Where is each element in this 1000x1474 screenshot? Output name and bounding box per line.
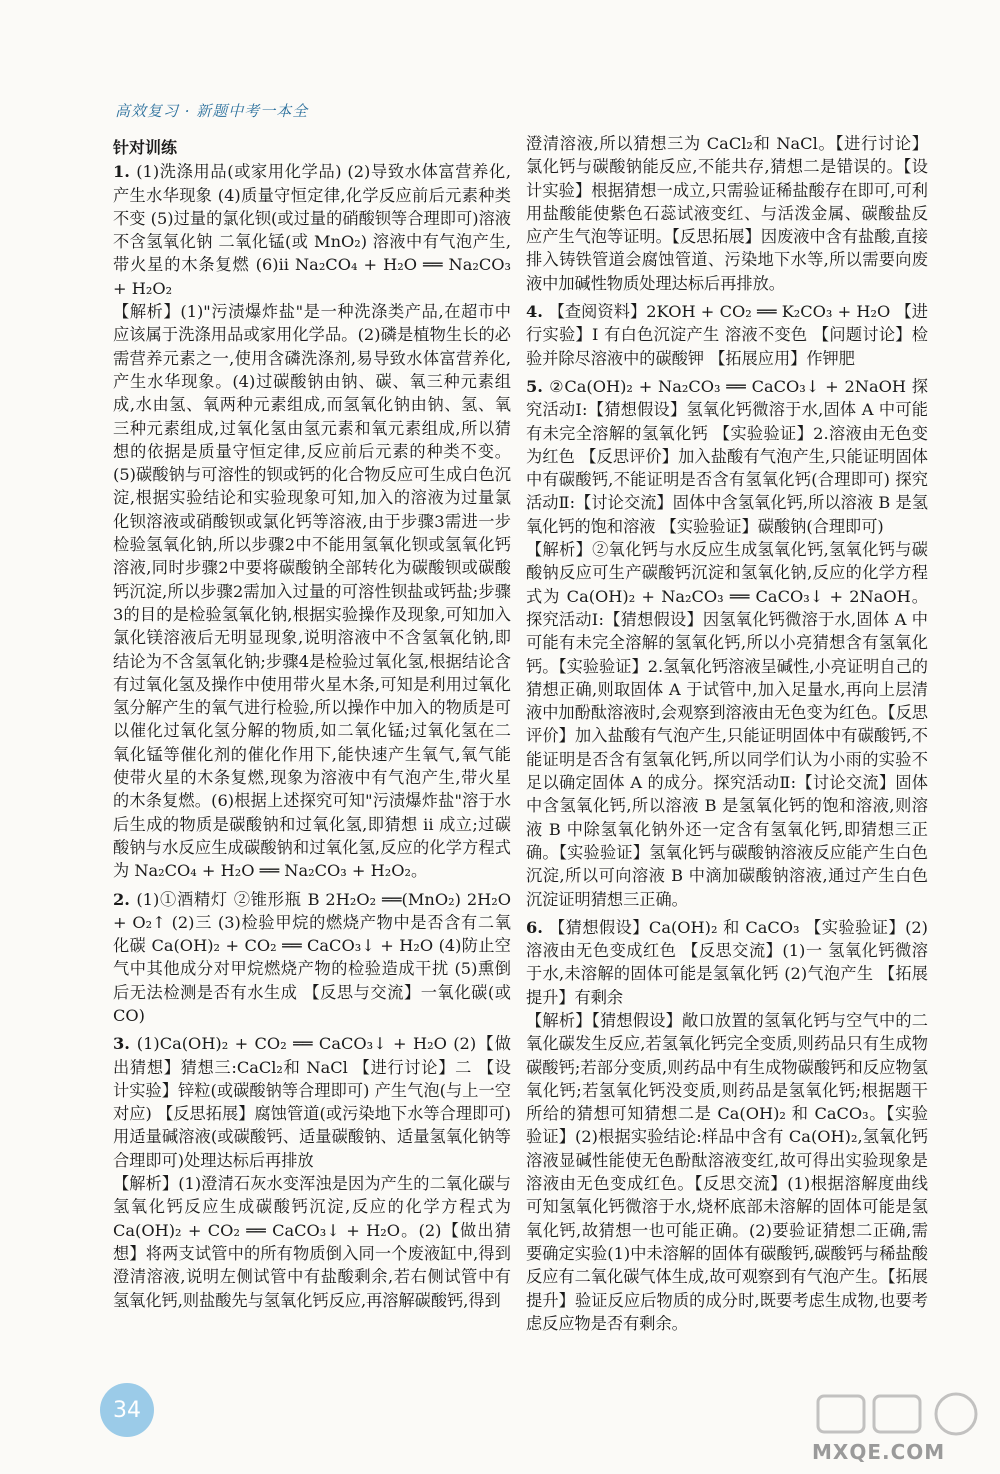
page-number-badge: 34 (100, 1383, 154, 1437)
answer-item (526, 375, 928, 911)
answer-body: ②Ca(OH)₂ + Na₂CO₃ ══ CaCO₃↓ + 2NaOH 探究活动Ⅰ:【猜想假设】氢氧化钙微溶于水,固体 A 中可能有未完全溶解的氢氧化钙 【实验验证】2.溶液由无色变为红色 【反思评价】加入盐酸有气泡产生,只能证明固体中有碳酸钙,不能证明是否含有氢氧化钙(合理即可) 探究活动Ⅱ:【讨论交流】固体中含氢氧化钙,所以溶液 B 是氢氧化钙的饱和溶液 【实验验证】碳酸钠(合理即可) (526, 376, 928, 536)
answer-text (526, 300, 928, 370)
right-column (526, 132, 928, 1340)
answer-text (113, 888, 511, 1028)
answer-item (526, 916, 928, 1335)
question-number: 4. (526, 302, 549, 322)
analysis-text: 【解析】(1)澄清石灰水变浑浊是因为产生的二氧化碳与氢氧化钙反应生成碳酸钙沉淀,反应的化学方程式为 Ca(OH)₂ + CO₂ ══ CaCO₃↓ + H₂O。(2)【做出猜想】将两支试管中的所有物质倒入同一个废液缸中,得到澄清溶液,说明左侧试管中有盐酸剩余,若右侧试管中有氢氧化钙,则盐酸先与氢氧化钙反应,再溶解碳酸钙,得到 (113, 1174, 511, 1310)
answer-text (113, 1032, 511, 1172)
left-answer-list (113, 160, 511, 1312)
question-number: 5. (526, 376, 550, 396)
answer-text (113, 160, 511, 300)
answer-body: (1)洗涤用品(或家用化学品) (2)导致水体富营养化,产生水华现象 (4)质量守恒定律,化学反应前后元素种类不变 (5)过量的氯化钡(或过量的硝酸钡等合理即可)溶液 不含氢氧化钠 二氧化锰(或 MnO₂) 溶液中有气泡产生,带火星的木条复燃 (6)ii Na₂CO₄ + H₂O ══ Na₂CO₃ + H₂O₂ (113, 162, 511, 298)
running-header: 高效复习 · 新题中考一本全 (115, 102, 309, 120)
answer-body: 【查阅资料】2KOH + CO₂ ══ K₂CO₃ + H₂O 【进行实验】Ⅰ 有白色沉淀产生 溶液不变色 【问题讨论】检验并除尽溶液中的碳酸钾 【拓展应用】作钾肥 (526, 302, 928, 368)
watermark-text: MXQE.COM (812, 1440, 946, 1464)
answer-item (113, 888, 511, 1028)
answer-text (526, 375, 928, 538)
analysis-text: 澄清溶液,所以猜想三为 CaCl₂和 NaCl。【进行讨论】氯化钙与碳酸钠能反应,不能共存,猜想二是错误的。【设计实验】根据猜想一成立,只需验证稀盐酸存在即可,可利用盐酸能使紫色石蕊试液变红、与活泼金属、碳酸盐反应产生气泡等证明。【反思拓展】因废液中含有盐酸,直接排入铸铁管道会腐蚀管道、污染地下水等,所以需要向废液中加碱性物质处理达标后再排放。 (526, 134, 928, 293)
question-number: 6. (526, 917, 550, 937)
question-number: 2. (113, 889, 137, 909)
answer-item (113, 1032, 511, 1312)
section-title: 针对训练 (113, 138, 178, 157)
answer-body: 【猜想假设】Ca(OH)₂ 和 CaCO₃ 【实验验证】(2)溶液由无色变成红色 【反思交流】(1)一 氢氧化钙微溶于水,未溶解的固体可能是氢氧化钙 (2)气泡产生 【拓展提升】有剩余 (526, 917, 929, 1007)
answer-item (526, 300, 928, 370)
analysis-text: 【解析】【猜想假设】敞口放置的氢氧化钙与空气中的二氧化碳发生反应,若氢氧化钙完全变质,则药品只有生成物碳酸钙;若部分变质,则药品中有生成物碳酸钙和反应物氢氧化钙;若氢氧化钙没变质,则药品是氢氧化钙;根据题干所给的猜想可知猜想二是 Ca(OH)₂ 和 CaCO₃。【实验验证】(2)根据实验结论:样品中含有 Ca(OH)₂,氢氧化钙溶液显碱性能使无色酚酞溶液变红,故可得出实验现象是溶液由无色变成红色。【反思交流】(1)根据溶解度曲线可知氢氧化钙微溶于水,烧杯底部未溶解的固体可能是氢氧化钙,故猜想一也可能正确。(2)要验证猜想二正确,需要确定实验(1)中未溶解的固体有碳酸钙,碳酸钙与稀盐酸反应有二氧化碳气体生成,故可观察到有气泡产生。【拓展提升】验证反应后物质的成分时,既要考虑生成物,也要考虑反应物是否有剩余。 (526, 1010, 928, 1333)
answer-item (113, 160, 511, 882)
analysis-text: 【解析】②氧化钙与水反应生成氢氧化钙,氢氧化钙与碳酸钠反应可生产碳酸钙沉淀和氢氧化钠,反应的化学方程式为 Ca(OH)₂ + Na₂CO₃ ══ CaCO₃↓ + 2NaOH。探究活动Ⅰ:【猜想假设】因氢氧化钙微溶于水,固体 A 中可能有未完全溶解的氢氧化钙,所以小亮猜想含有氢氧化钙。【实验验证】2.氢氧化钙溶液呈碱性,小亮证明自己的猜想正确,则取固体 A 于试管中,加入足量水,再向上层清液中加酚酞溶液时,会观察到溶液由无色变为红色。【反思评价】加入盐酸有气泡产生,只能证明固体中有碳酸钙,不能证明是否含有氢氧化钙,所以同学们认为小雨的实验不足以确定固体 A 的成分。探究活动Ⅱ:【讨论交流】固体中含氢氧化钙,所以溶液 B 是氢氧化钙的饱和溶液,则溶液 B 中除氢氧化钠外还一定含有氢氧化钙,即猜想三正确。【实验验证】氢氧化钙与碳酸钠溶液反应能产生白色沉淀,所以可向溶液 B 中滴加碳酸钠溶液,通过产生白色沉淀证明猜想三正确。 (526, 540, 928, 909)
analysis-text: 【解析】(1)"污渍爆炸盐"是一种洗涤类产品,在超市中应该属于洗涤用品或家用化学品。(2)磷是植物生长的必需营养元素之一,使用含磷洗涤剂,易导致水体富营养化,产生水华现象。(4)过碳酸钠由钠、碳、氧三种元素组成,水由氢、氧两种元素组成,而氢氧化钠由钠、氢、氧三种元素组成,过氧化氢由氢元素和氧元素组成,所以猜想的依据是质量守恒定律,反应前后元素的种类不变。(5)碳酸钠与可溶性的钡或钙的化合物反应可生成白色沉淀,根据实验结论和实验现象可知,加入的溶液为过量氯化钡溶液或硝酸钡或氯化钙等溶液,由于步骤3需进一步检验氢氧化钠,所以步骤2中不能用氢氧化钡或氢氧化钙溶液,同时步骤2中要将碳酸钠全部转化为碳酸钡或碳酸钙沉淀,所以步骤2需加入过量的可溶性钡盐或钙盐;步骤3的目的是检验氢氧化钠,根据实验操作及现象,可知加入氯化镁溶液后无明显现象,说明溶液中不含氢氧化钠,即结论为不含氢氧化钠;步骤4是检验过氧化氢,根据结论含有过氧化氢及操作中使用带火星木条,可知是利用过氧化氢分解产生的氧气进行检验,所以操作中加入的物质是可以催化过氧化氢分解的物质,如二氧化锰;过氧化氢在二氧化锰等催化剂的催化作用下,能快速产生氧气,氧气能使带火星的木条复燃,现象为溶液中有气泡产生,带火星的木条复燃。(6)根据上述探究可知"污渍爆炸盐"溶于水后生成的物质是碳酸钠和过氧化氢,即猜想 ii 成立;过碳酸钠与水反应生成碳酸钠和过氧化氢,反应的化学方程式为 Na₂CO₄ + H₂O ══ Na₂CO₃ + H₂O₂。 (113, 302, 511, 881)
answer-item (526, 132, 928, 295)
answer-body: (1)①酒精灯 ②锥形瓶 B 2H₂O₂ ══(MnO₂) 2H₂O + O₂↑ (2)三 (3)检验甲烷的燃烧产物中是否含有二氧化碳 Ca(OH)₂ + CO₂ ══ CaCO₃↓ + H₂O (4)防止空气中其他成分对甲烷燃烧产物的检验造成干扰 (5)熏倒后无法检测是否有水生成 【反思与交流】一氧化碳(或 CO) (113, 889, 511, 1025)
answer-body: (1)Ca(OH)₂ + CO₂ ══ CaCO₃↓ + H₂O (2)【做出猜想】猜想三:CaCl₂和 NaCl 【进行讨论】二 【设计实验】锌粒(或碳酸钠等合理即可) 产生气泡(与上一空对应) 【反思拓展】腐蚀管道(或污染地下水等合理即可) 用适量碱溶液(或碳酸钙、适量碳酸钠、适量氢氧化钠等合理即可)处理达标后再排放 (113, 1034, 511, 1170)
answer-text (526, 916, 928, 1009)
left-column (113, 136, 511, 1317)
question-number: 3. (113, 1034, 137, 1054)
right-answer-list (526, 132, 928, 1335)
question-number: 1. (113, 162, 137, 182)
